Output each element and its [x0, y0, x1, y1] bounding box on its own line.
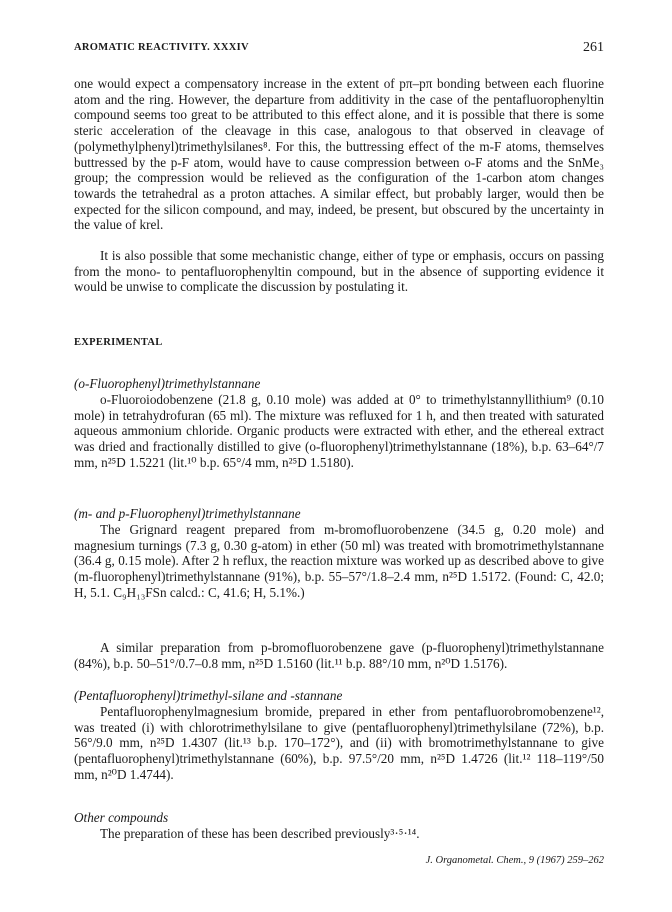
page-number: 261 — [583, 40, 604, 55]
subsection-title-other: Other compounds — [74, 810, 169, 825]
subsection-text-other: The preparation of these has been described previously³·⁵·¹⁴. — [100, 826, 420, 841]
body-paragraph-1: one would expect a compensatory increase in the extent of pπ–pπ bonding between each fluorine atom and the ring. However, the departure from additivity in the case of the pentafluorophenyltin compound seems too great to be attributed to this effect alone, and it is possible that there is some steric acceleration of the cleavage in this case, analogous to that observed in cleavage of (polymethylphenyl)trimethylsilanes⁸. For this, the buttressing effect of the m-F atoms, themselves buttressed by the p-F atom, would have to cause compression between o-F atoms and the SnMe₃ group; the compression would be relieved as the configuration of the 1-carbon atom changes towards the tetrahedral as a proton attaches. A similar effect, but probably larger, would then be expected for the silicon compound, and may, indeed, be present, but obscured by the uncertainty in the value of krel. — [74, 76, 604, 233]
running-head — [74, 40, 604, 60]
subsection-title-ortho: (o-Fluorophenyl)trimethylstannane — [74, 376, 261, 391]
subsection-title-pentafluoro: (Pentafluorophenyl)trimethyl-silane and -stannane — [74, 688, 343, 703]
subsection-text-ortho: o-Fluoroiodobenzene (21.8 g, 0.10 mole) was added at 0° to trimethylstannyllithium⁹ (0.10 mole) in tetrahydrofuran (65 ml). The mixture was refluxed for 1 h, and then treated with saturated aqueous ammonium chloride. Organic products were extracted with ether, and the ethereal extract was dried and fractionally distilled to give (o-fluorophenyl)trimethylstannane (18%), b.p. 63–64°/7 mm, n²⁵D 1.5221 (lit.¹⁰ b.p. 65°/4 mm, n²⁵D 1.5180). — [74, 392, 604, 470]
running-head-title: AROMATIC REACTIVITY. XXXIV — [74, 42, 249, 53]
subsection-text-para: A similar preparation from p-bromofluorobenzene gave (p-fluorophenyl)trimethylstannane (84%), b.p. 50–51°/0.7–0.8 mm, n²⁵D 1.5160 (lit.¹¹ b.p. 88°/10 mm, n²⁰D 1.5176). — [74, 640, 604, 671]
subsection-title-meta-para: (m- and p-Fluorophenyl)trimethylstannane — [74, 506, 301, 521]
experimental-heading: EXPERIMENTAL — [74, 337, 163, 348]
subsection-text-pentafluoro: Pentafluorophenylmagnesium bromide, prepared in ether from pentafluorobromobenzene¹², was treated (i) with chlorotrimethylsilane to give (pentafluorophenyl)trimethylsilane (72%), b.p. 56°/9.0 mm, n²⁵D 1.4307 (lit.¹³ b.p. 170–172°), and (ii) with bromotrimethylstannane to give (pentafluorophenyl)trimethylstannane (60%), b.p. 97.5°/20 mm, n²⁵D 1.4726 (lit.¹² 118–119°/50 mm, n²⁰D 1.4744). — [74, 704, 604, 782]
body-paragraph-2: It is also possible that some mechanistic change, either of type or emphasis, occurs on passing from the mono- to pentafluorophenyltin compound, but in the absence of supporting evidence it would be unwise to complicate the discussion by postulating it. — [74, 248, 604, 295]
journal-citation: J. Organometal. Chem., 9 (1967) 259–262 — [425, 855, 604, 866]
subsection-text-meta: The Grignard reagent prepared from m-bromofluorobenzene (34.5 g, 0.20 mole) and magnesium turnings (7.3 g, 0.30 g-atom) in ether (50 ml) was treated with bromotrimethylstannane (36.4 g, 0.15 mole). After 2 h reflux, the reaction mixture was worked up as described above to give (m-fluorophenyl)trimethylstannane (91%), b.p. 55–57°/1.8–2.4 mm, n²⁵D 1.5172. (Found: C, 42.0; H, 5.1. C₉H₁₃FSn calcd.: C, 41.6; H, 5.1%.) — [74, 522, 604, 600]
